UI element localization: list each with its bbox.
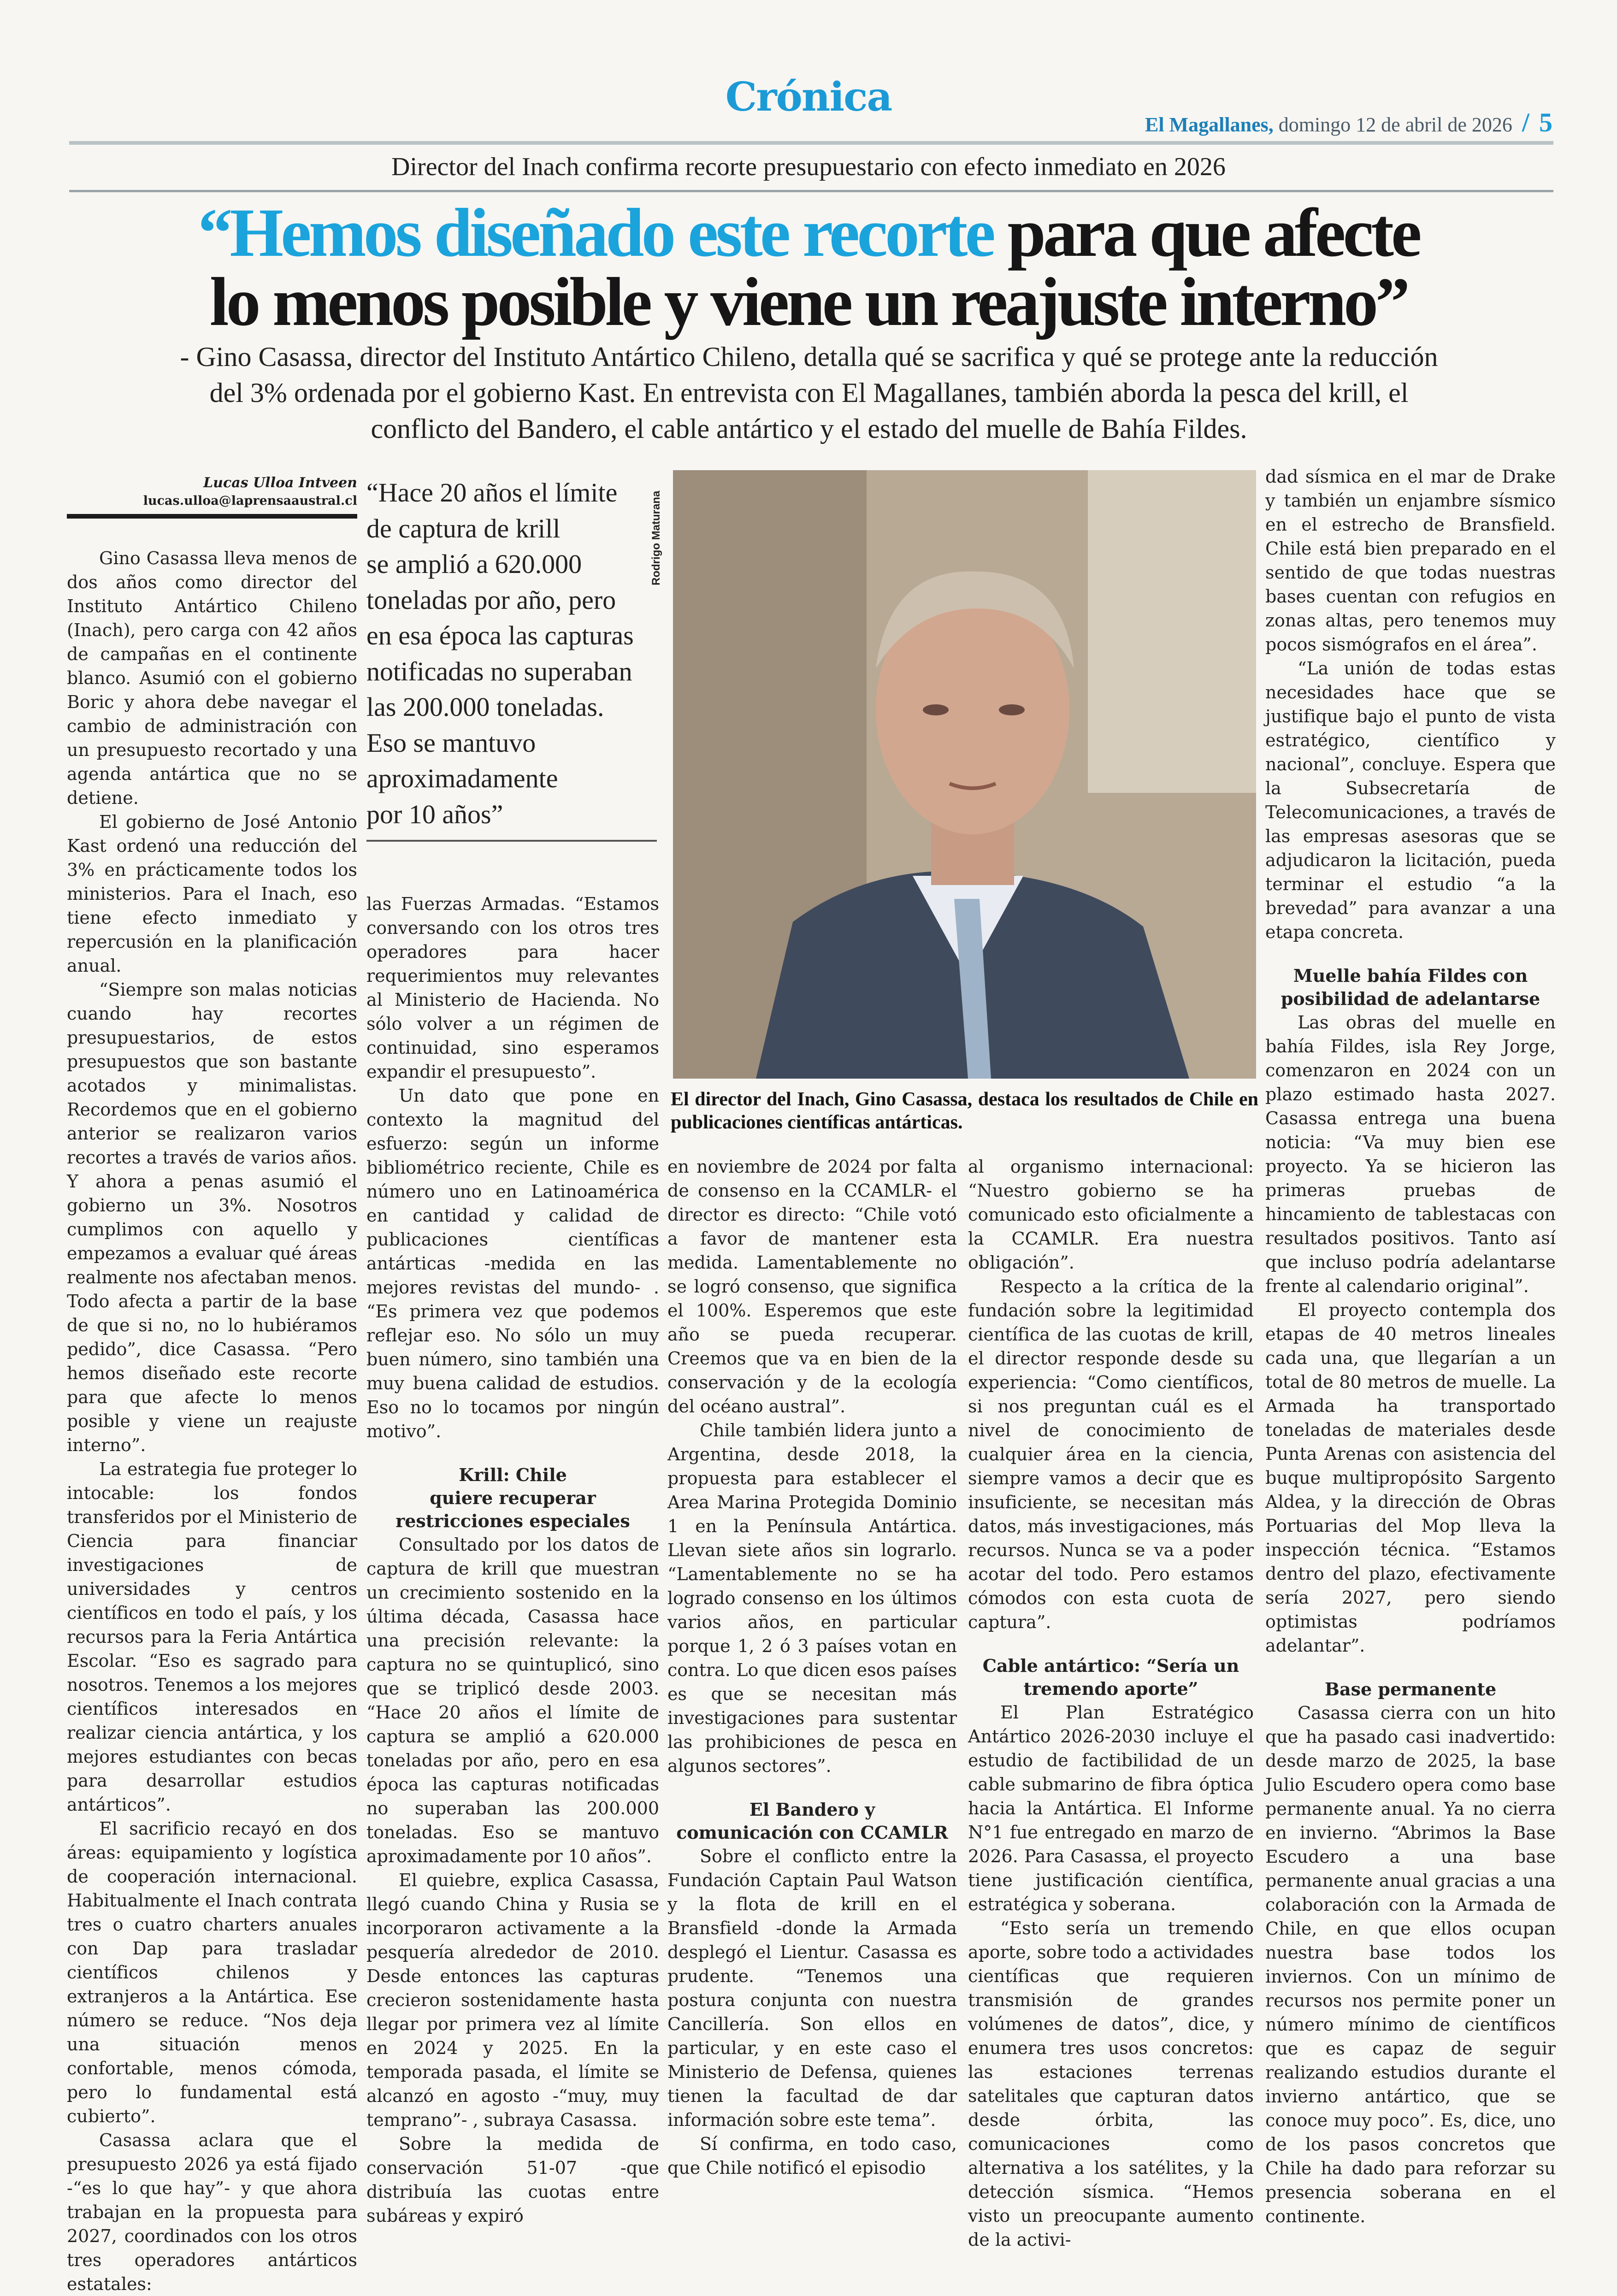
paragraph: Sobre el conflicto entre la Fundación Captain Paul Watson y la flota de krill en el Bransfield -donde la Armada desplegó el Lientur. Casassa es prudente. “Tenemos una postura conjunta con nuestra Cancillería. Son ellos en particular, y en este caso el Ministerio de Defensa, quienes tienen la facultad de dar información sobre este tema”. <box>667 1846 957 2130</box>
paragraph: Las obras del muelle en bahía Fildes, isla Rey Jorge, comenzaron en 2024 con un plazo estimado hasta 2027. Casassa entrega una buena noticia: “Va muy bien ese proyecto. Ya se hicieron las primeras pruebas de hincamiento de tablestacas con resultados positivos. Tanto así que incluso podría adelantarse frente al calendario original”. <box>1265 1012 1556 1296</box>
subhead-line: restricciones especiales <box>395 1511 630 1531</box>
subhead-line: Krill: Chile <box>459 1464 567 1485</box>
header-rule <box>69 141 1553 145</box>
subhead-line: tremendo aporte” <box>1023 1678 1198 1699</box>
photo-caption: El director del Inach, Gino Casassa, destaca los resultados de Chile en publicaciones científicas antárticas. <box>671 1089 1258 1133</box>
column-1 <box>67 546 357 2296</box>
headline-part: para que afecte <box>1007 195 1419 271</box>
paragraph: dad sísmica en el mar de Drake y también un enjambre sísmico en el estrecho de Bransfield. Chile está bien preparado en el sentido de que todas nuestras bases cuentan con refugios en zonas altas, pero tenemos muy pocos sismógrafos en el área”. <box>1265 466 1556 655</box>
paragraph: Casassa cierra con un hito que ha pasado casi inadvertido: desde marzo de 2025, la base Julio Escudero opera como base permanente anual. Ya no cierra en invierno. “Abrimos la Base Escudero a una base permanente anual gracias a una colaboración con la Armada de Chile, en que ellos ocupan nuestra base todos los inviernos. Con un mínimo de recursos nos permite poner un número mínimo de científicos que es capaz de seguir realizando estudios durante el invierno antártico, que se conoce muy poco”. Es, dice, uno de los pasos concretos que Chile ha dado para reforzar su presencia soberana en el continente. <box>1265 1703 1556 2226</box>
kicker: Director del Inach confirma recorte presupuestario con efecto inmediato en 2026 <box>391 153 1226 181</box>
pullquote-line: se amplió a 620.000 <box>366 549 582 579</box>
pullquote-line: toneladas por año, pero <box>366 584 616 615</box>
subhead-line: comunicación con CCAMLR <box>676 1822 948 1843</box>
column-2 <box>366 892 659 2228</box>
newspaper-name: El Magallanes, <box>1145 113 1274 136</box>
paragraph: “La unión de todas estas necesidades hace que se justifique bajo el punto de vista estratégico, científico y nacional”, concluye. Espera que la Subsecretaría de Telecomunicaciones, a través de las empresas asesoras que se adjudicaron la licitación, pueda terminar el estudio “a la brevedad” para avanzar a una etapa concreta. <box>1265 658 1556 942</box>
page-number: 5 <box>1539 107 1552 137</box>
paragraph: Chile también lidera junto a Argentina, desde 2018, la propuesta para establecer el Area Marina Protegida Dominio 1 en la Península Antártica. Llevan siete años sin lograrlo. “Lamentablemente no se ha logrado consenso en los últimos varios años, en particular porque 1, 2 ó 3 países votan en contra. Lo que dicen esos países es que se necesitan más investigaciones para sustentar las prohibiciones de pesca en algunos sectores”. <box>667 1420 957 1776</box>
headline <box>0 195 1617 340</box>
author-name: Lucas Ulloa Intveen <box>203 475 357 491</box>
subhead-line: El Bandero y <box>749 1799 875 1820</box>
issue-date: domingo 12 de abril de 2026 <box>1278 113 1512 136</box>
paragraph: Respecto a la crítica de la fundación sobre la legitimidad científica de las cuotas de krill, el director responde desde su experiencia: “Como científicos, si nos preguntan cuál es el nivel de conocimiento de cualquier área en la ciencia, siempre vamos a decir que es insuficiente, se necesitan más datos, más investigaciones, más recursos. Nunca se va a poder acotar del todo. Pero estamos cómodos con esta cuota de captura”. <box>968 1276 1254 1632</box>
pullquote-line: notificadas no superaban <box>366 656 632 686</box>
pullquote-line: en esa época las capturas <box>366 620 634 650</box>
headline-highlight: “Hemos diseñado este recorte <box>198 195 993 271</box>
portrait-illustration <box>673 470 1256 1079</box>
paragraph: Gino Casassa lleva menos de dos años como director del Instituto Antártico Chileno (Inach), pero carga con 42 años de campañas en el continente blanco. Asumió con el gobierno Boric y ahora debe navegar el cambio de administración con un presupuesto recortado y una agenda antártica que no se detiene. <box>67 548 357 808</box>
pullquote <box>366 475 641 832</box>
subhead-line: quiere recuperar <box>430 1487 596 1508</box>
subhead-line: Muelle bahía Fildes con <box>1293 965 1528 986</box>
subhead-muelle <box>1265 964 1556 1010</box>
dateline <box>1145 107 1552 138</box>
paragraph: El Plan Estratégico Antártico 2026-2030 incluye el estudio de factibilidad de un cable submarino de fibra óptica hacia la Antártica. El Informe N°1 fue entregado en marzo de 2026. Para Casassa, el proyecto tiene justificación científica, estratégica y soberana. <box>968 1702 1254 1914</box>
column-5 <box>1265 465 1556 2228</box>
paragraph: en noviembre de 2024 por falta de consenso en la CCAMLR- el director es directo: “Chile votó a favor de mantener esta medida. Lamentablemente no se logró consenso, que significa el 100%. Esperemos que este año se pueda recuperar. Creemos que va en bien de la conservación y de la ecología del océano austral”. <box>667 1157 957 1417</box>
pullquote-line: de captura de krill <box>366 513 561 543</box>
paragraph: La estrategia fue proteger lo intocable: los fondos transferidos por el Ministerio de Ciencia para financiar investigaciones de universidades y centros científicos en todo el país, y los recursos para la Feria Antártica Escolar. “Eso es sagrado para nosotros. Tenemos a los mejores científicos interesados en realizar ciencia antártica, y los mejores estudiantes con becas para desarrollar estudios antárticos”. <box>67 1459 357 1815</box>
paragraph: El quiebre, explica Casassa, llegó cuando China y Rusia se incorporaron activamente a la pesquería alrededor de 2010. Desde entonces las capturas crecieron sostenidamente hasta llegar por primera vez al límite en 2024 y 2025. En la temporada pasada, el límite se alcanzó en agosto -“muy, muy temprano”- , subraya Casassa. <box>366 1870 659 2130</box>
paragraph: El proyecto contempla dos etapas de 40 metros lineales cada una, que llegarían a un total de 80 metros de muelle. La Armada ha transportado toneladas de materiales desde Punta Arenas con asistencia del buque multipropósito Sargento Aldea, y la dirección de Obras Portuarias del Mop lleva la inspección técnica. “Estamos dentro del plazo, efectivamente sería 2027, pero siendo optimistas podríamos adelantar”. <box>1265 1300 1556 1656</box>
kicker-rule <box>69 190 1553 192</box>
paragraph: El gobierno de José Antonio Kast ordenó una reducción del 3% en prácticamente todos los ministerios. Para el Inach, eso tiene efecto inmediato y repercusión en la planificación anual. <box>67 812 357 976</box>
pullquote-line: Eso se mantuvo <box>366 727 536 758</box>
paragraph: Sí confirma, en todo caso, que Chile notificó el episodio <box>667 2134 957 2178</box>
pullquote-line: las 200.000 toneladas. <box>366 692 604 722</box>
paragraph: Consultado por los datos de captura de krill que muestran un crecimiento sostenido en la última década, Casassa hace una precisión relevante: la captura no se quintuplicó, sino que se triplicó desde 2003. “Hace 20 años el límite de captura se amplió a 620.000 toneladas por año, pero en esa época las capturas notificadas no superaban las 200.000 toneladas. Eso se mantuvo aproximadamente por 10 años”. <box>366 1535 659 1866</box>
page-separator: / <box>1522 107 1529 137</box>
deck: - Gino Casassa, director del Instituto Antártico Chileno, detalla qué se sacrifica y qué se protege ante la reducción del 3% ordenada por el gobierno Kast. En entrevista con El Magallanes, también aborda la pesca del krill, el conflicto del Bandero, el cable antártico y el estado del muelle de Bahía Fildes. <box>180 342 1438 444</box>
author-email[interactable]: lucas.ulloa@laprensaaustral.cl <box>143 494 357 508</box>
paragraph: al organismo internacional: “Nuestro gobierno se ha comunicado esto oficialmente a la CCAMLR. Era nuestra obligación”. <box>968 1157 1254 1273</box>
paragraph: Sobre la medida de conservación 51-07 -que distribuía las cuotas entre subáreas y expiró <box>366 2134 659 2226</box>
pullquote-rule <box>366 840 657 842</box>
portrait-photo <box>673 470 1256 1079</box>
paragraph: “Esto sería un tremendo aporte, sobre todo a actividades científicas que requieren transmisión de grandes volúmenes de datos”, dice, y enumera tres usos concretos: las estaciones terrenas satelitales que capturan datos desde órbita, las comunicaciones como alternativa a los satélites, y la detección sísmica. “Hemos visto un preocupante aumento de la activi- <box>968 1918 1254 2250</box>
pullquote-line: por 10 años” <box>366 799 503 829</box>
subhead-krill <box>366 1464 659 1533</box>
paragraph: “Siempre son malas noticias cuando hay recortes presupuestarios, de estos presupuestos que son bastante acotados y minimalistas. Recordemos que en el gobierno anterior se realizaron varios recortes a través de varios años. Y ahora a penas asumió el gobierno un 3%. Nosotros cumplimos con aquello y empezamos a evaluar qué áreas realmente nos afectaban menos. Todo afecta a partir de la base de que si no, no lo hubiéramos pedido”, dice Casassa. “Pero hemos diseñado este recorte para que afecte lo menos posible y viene un reajuste interno”. <box>67 980 357 1455</box>
headline-line-2: lo menos posible y viene un reajuste interno” <box>209 264 1408 340</box>
paragraph: Un dato que pone en contexto la magnitud del esfuerzo: según un informe bibliométrico reciente, Chile es número uno en Latinoamérica en cantidad y calidad de publicaciones científicas antárticas -medida en las mejores revistas del mundo- . “Es primera vez que podemos reflejar eso. No sólo un muy buen número, sino también una muy buena calidad de estudios. Eso no lo tocamos por ningún motivo”. <box>366 1086 659 1441</box>
subhead-base <box>1265 1678 1556 1701</box>
subhead-line: Base permanente <box>1324 1679 1497 1700</box>
paragraph: El sacrificio recayó en dos áreas: equipamiento y logística de cooperación internacional. Habitualmente el Inach contrata tres o cuatro charters anuales con Dap para trasladar científicos chilenos y extranjeros a la Antártica. Ese número se reduce. “Nos deja una situación menos confortable, menos cómoda, pero lo fundamental está cubierto”. <box>67 1818 357 2126</box>
pullquote-line: “Hace 20 años el límite <box>366 478 618 508</box>
subhead-bandero <box>667 1798 957 1844</box>
subhead-line: posibilidad de adelantarse <box>1281 988 1540 1009</box>
subhead-line: Cable antártico: “Sería un <box>982 1655 1239 1676</box>
photo-credit <box>650 475 668 585</box>
paragraph: Casassa aclara que el presupuesto 2026 ya está fijado -“es lo que hay”- y que ahora trabajan en la propuesta para 2027, coordinados con los otros tres operadores antárticos estatales: <box>67 2130 357 2294</box>
byline-rule <box>67 514 357 519</box>
column-3 <box>667 1155 957 2180</box>
pullquote-line: aproximadamente <box>366 763 558 793</box>
column-4 <box>968 1155 1254 2252</box>
paragraph: las Fuerzas Armadas. “Estamos conversando con los otros tres operadores para hacer requerimientos muy relevantes al Ministerio de Hacienda. No sólo volver a un régimen de continuidad, sino esperamos expandir el presupuesto”. <box>366 894 659 1082</box>
section-title: Crónica <box>725 74 892 120</box>
photo-credit-text: Rodrigo Maturana <box>650 490 662 585</box>
byline <box>67 475 357 508</box>
subhead-cable <box>968 1654 1254 1700</box>
